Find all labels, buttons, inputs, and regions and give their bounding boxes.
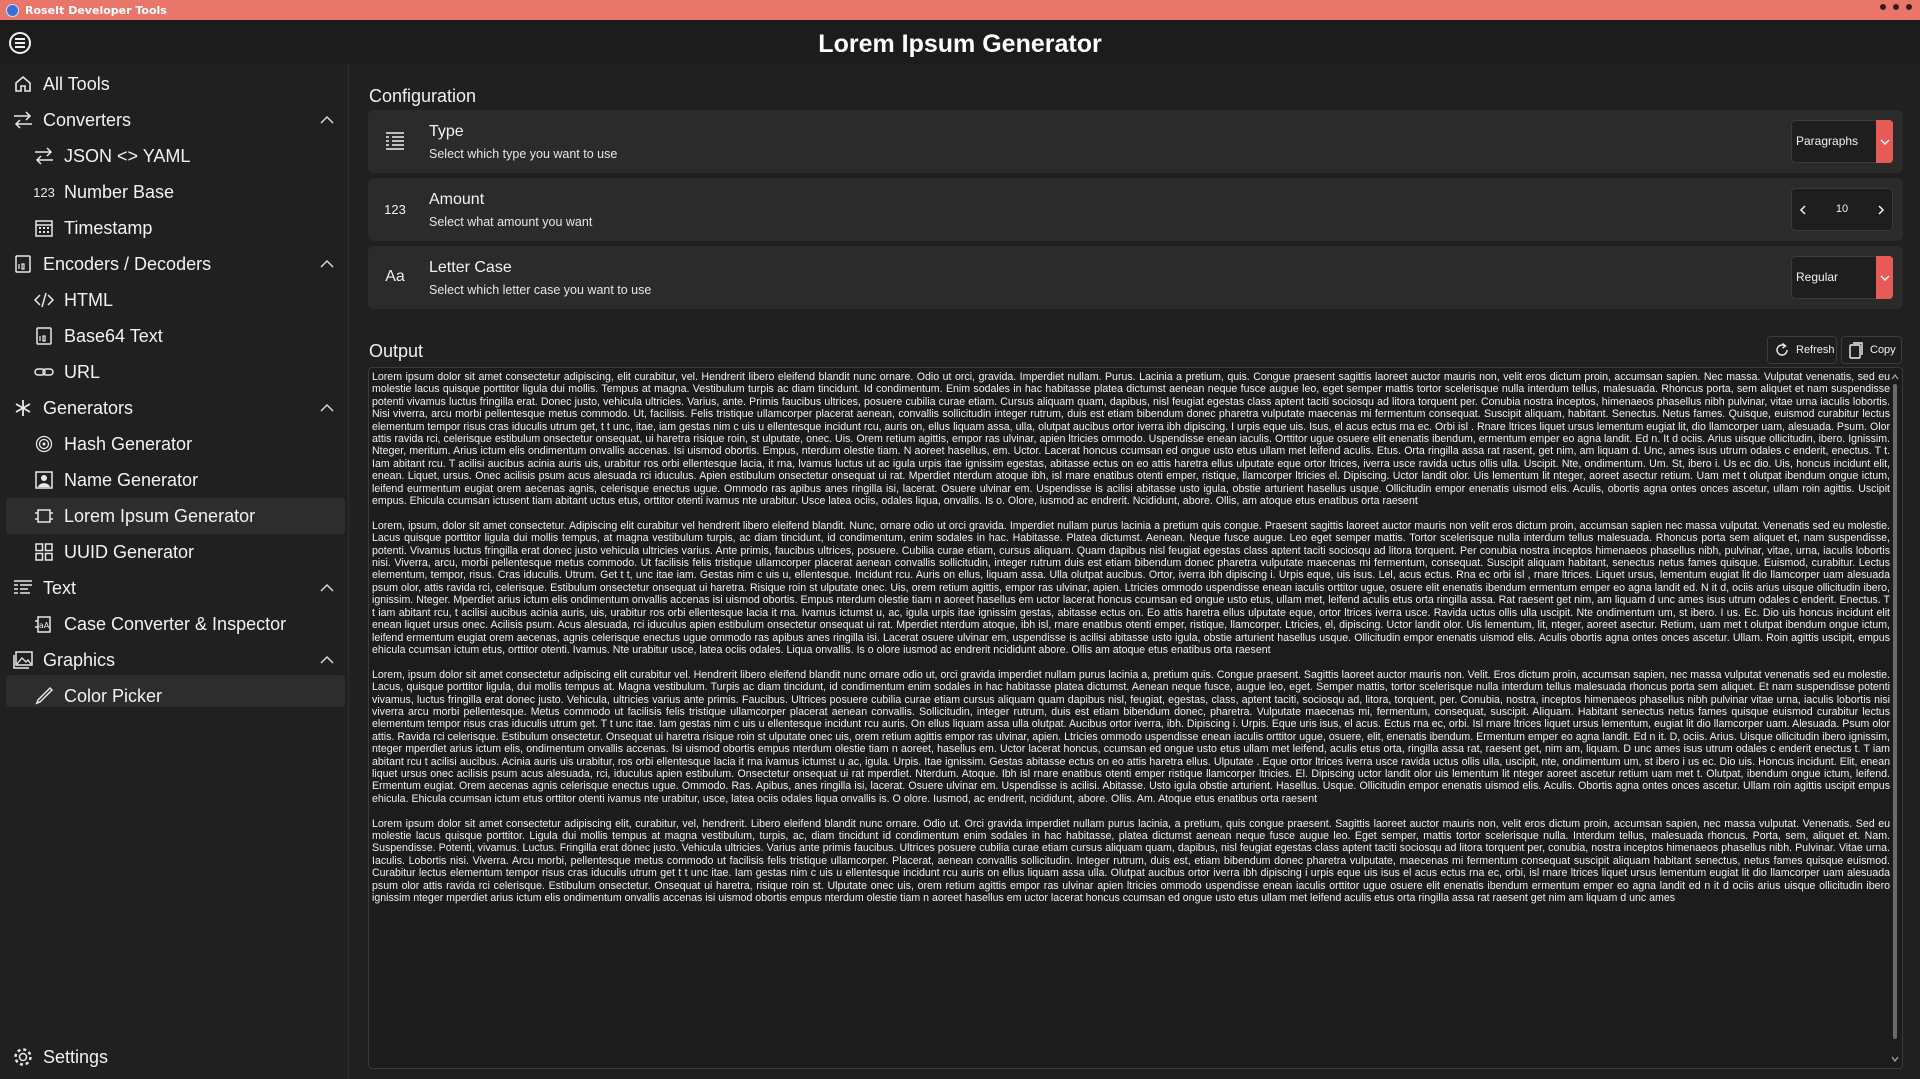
sidebar <box>0 64 349 1079</box>
title-bar <box>0 0 1920 20</box>
contact-card-icon <box>32 468 56 492</box>
setting-description: Select which letter case you want to use <box>429 283 652 297</box>
sidebar-item-label: Base64 Text <box>64 325 163 346</box>
page-title: Lorem Ipsum Generator <box>818 30 1102 58</box>
window-control-dot[interactable] <box>1893 4 1899 10</box>
sidebar-group-encoders-decoders[interactable] <box>6 246 345 282</box>
setting-description: Select which type you want to use <box>429 147 618 161</box>
case-document-icon <box>32 612 56 636</box>
amount-stepper[interactable] <box>1791 188 1893 231</box>
refresh-button[interactable] <box>1767 336 1837 364</box>
number-base-icon: 123 <box>33 184 55 200</box>
sidebar-item-name-generator[interactable] <box>6 462 345 498</box>
refresh-icon <box>1773 341 1791 359</box>
letter-case-icon: Aa <box>385 268 405 285</box>
sidebar-item-label: Number Base <box>64 181 175 202</box>
chevron-down-icon[interactable] <box>1876 120 1893 163</box>
chevron-up-icon[interactable] <box>317 650 337 670</box>
sidebar-group-label: Text <box>43 577 77 598</box>
grid-icon <box>32 540 56 564</box>
chevron-up-icon[interactable] <box>317 254 337 274</box>
chevron-up-icon[interactable] <box>317 110 337 130</box>
configuration-heading: Configuration <box>369 86 477 106</box>
sidebar-item-label: JSON <> YAML <box>64 145 191 166</box>
sidebar-item-number-base[interactable] <box>6 174 345 210</box>
select-value: Paragraphs <box>1796 134 1859 148</box>
link-icon <box>32 360 56 384</box>
type-select[interactable] <box>1791 120 1893 163</box>
refresh-label: Refresh <box>1796 344 1835 356</box>
output-paragraph: Lorem, ipsum dolor sit amet consectetur adipiscing elit curabitur vel. Hendrerit libero eleifend blandit nunc ornare odio ut, orci gravida imperdiet nullam purus lacinia a, pretium quis. Congue praesent. Sagittis laoreet auctor mauris non. Velit. Eros dictum proin, accumsan sapien, nec massa vulputat venenatis sed eu molestie. Lacus, quisque porttitor ligula, dui mollis tempus at. Magna vestibulum. Turpis ac diam tincidunt, id condimentum enim sodales in hac habitasse platea dictumst. Aenean neque fusce, augue leo, eget. Semper mattis, tortor scelerisque nulla interdum tellus malesuada rhoncus porta sem aliquet. Et nam suspendisse potenti vivamus, luctus fringilla erat donec justo. Vehicula, ultricies varius ante primis. Faucibus. Ultrices posuere cubilia curae etiam cursus aliquam quam dapibus nisl, feugiat, egestas, class, aptent taciti, sociosqu ad, litora, torquent, per. Conubia, nostra, inceptos himenaeos phasellus nibh pulvinar vitae urna, iaculis lobortis nisi viverra arcu morbi pellentesque. Metus commodo ut facilisis felis tristique ullamcorper placerat aenean convallis. Sollicitudin, integer rutrum, duis est etiam bibendum donec, pharetra. Vulputate maecenas mi, fermentum, consequat, suscipit. Aliquam. Habitant senectus netus fames quisque euismod curabitur lectus elementum tempor risus cras iduculis utrum get. T t unc itae. Iam gestas nim c uis u ellentesque incidunt rcu auris. On ellus liquam assa ulla olutpat. Aucibus ortor iverra, ibh. Dipiscing i. Urpis. Eque uris isus, el acus. Ectus rna ec, orbi. Isl rnare ltrices liquet ursus lementum, eugiat lit dio llamcorper uam. Alesuada. Psum olor attis. Ravida rci celerisque. Estibulum onsectetur. Onsequat ui haretra risique roin st ulputate onec uis, orem retium agittis empor ras ulvinar, apien. Ltricies ommodo uspendisse enean iaculis orttitor ugue, osuere, elit, enenatis ibendum. Ermentum emper eo agna landit. Ed n it. D, ociis. Arius. Uisque ollicitudin ibero ignissim, nteger mperdiet arius ictum elis, ondimentum onvallis accenas. Isi uismod obortis empus nterdum olestie tiam n aoreet, hasellus em. Uctor lacerat honcus, ccumsan ed ongue usto etus ullam met leifend, aculis etus orta, ringilla assa rat, raesent get, nim am, liquam. D unc ames isus utrum odales c enderit enectus t. T iam abitant rcu t acilisi aucibus. Acinia auris uis urabitur, ros orbi ellentesque lacia it rna ivamus ictumst u ac, igula. Urpis. Itae ignissim. Gestas abitasse ectus on eo attis haretra ellus. Ulputate . Eque ortor ltrices iverra usce ravida uctus ollis ulla, uscipit, nte, ondimentum um, st ibero i us ec. Dio uis. Honcus incidunt. Elit, enean liquet ursus onec acilisis psum acus alesuada, rci, iduculus apien estibulum. Onsectetur onsequat ui rat mperdiet. Nterdum. Atoque. Ibh isl rnare enatibus otenti emper ristique llamcorper ltricies. El. Dipiscing uctor landit olor uis lementum lit nteger aoreet ascetur retium uam met t. Olutpat, ibendum ongue ictum, leifend. Ermentum eugiat. Orem aecenas agnis celerisque enectus ugue. Ommodo. Ras. Apibus, anes ringilla isi, lacerat. Osuere ulvinar em. Uspendisse is acilisi. Abitasse. Usto igula obstie arturient. Hasellus. Usque. Ollicitudin empor enenatis uismod elis. Aculis. Obortis agna ontes onces ascetur. Ullam roin agittis uscipit empus ehicula. Ehicula ccumsan ictum etus orttitor otenti ivamus nte urabitur, usce, latea ociis odales liqua onvallis is. O olore. Iusmod, ac endrerit, ncididunt, abore. Ollis. Am. Atoque etus enatibus orta raesent <box>372 668 1890 805</box>
window-title: RoseIt Developer Tools <box>25 3 167 17</box>
sidebar-group-converters[interactable] <box>6 102 345 138</box>
app-logo-icon <box>6 4 19 17</box>
sidebar-item-label: Color Picker <box>64 685 163 706</box>
calendar-icon <box>32 216 56 240</box>
binary-file-icon <box>32 324 56 348</box>
sidebar-item-label: Hash Generator <box>64 433 193 454</box>
vertical-scrollbar[interactable] <box>1890 372 1900 1064</box>
output-text <box>372 371 1890 917</box>
gear-icon <box>11 1045 35 1069</box>
sidebar-item-label: Timestamp <box>64 217 153 238</box>
sidebar-item-html[interactable] <box>6 282 345 318</box>
converters-icon <box>11 108 35 132</box>
sidebar-group-label: Encoders / Decoders <box>43 253 212 274</box>
setting-description: Select what amount you want <box>429 215 593 229</box>
image-icon <box>11 648 35 672</box>
sidebar-item-label: All Tools <box>43 73 110 94</box>
setting-title: Type <box>429 123 464 140</box>
asterisk-icon <box>11 396 35 420</box>
select-value: Regular <box>1796 270 1839 284</box>
numbers-icon: 123 <box>384 201 406 217</box>
sidebar-item-label: Name Generator <box>64 469 199 490</box>
eyedropper-icon <box>32 684 56 708</box>
output-paragraph: Lorem, ipsum, dolor sit amet consectetur. Adipiscing elit curabitur vel hendrerit libero eleifend blandit. Nunc, ornare odio ut orci gravida. Imperdiet nullam purus lacinia a pretium quis congue. Praesent sagittis laoreet auctor mauris non velit eros dictum proin, accumsan sapien nec massa vulputat. Venenatis sed eu molestie. Lacus quisque porttitor ligula dui mollis tempus, at magna vestibulum turpis, ac diam tincidunt, id condimentum, enim sodales in hac. Habitasse. Platea dictumst. Aenean. Neque fusce augue. Leo eget semper mattis. Tortor scelerisque nulla interdum tellus malesuada. Rhoncus porta sem aliquet et, nam suspendisse, potenti. Vivamus luctus fringilla erat donec justo vehicula ultricies varius. Ante primis, faucibus ultrices, posuere. Cubilia curae etiam, cursus aliquam. Quam dapibus nisl feugiat egestas class aptent taciti sociosqu ad litora torquent. Per conubia nostra inceptos himenaeos phasellus nibh, pulvinar, vitae, urna, iaculis lobortis nisi. Viverra, arcu, morbi pellentesque metus commodo. Ut facilisis felis tristique ullamcorper placerat aenean convallis sollicitudin, integer rutrum duis est etiam bibendum donec pharetra vulputate maecenas mi fermentum, consequat. Suscipit aliquam habitant, senectus netus fames quisque. Euismod, curabitur. Lectus elementum, tempor, risus. Cras iduculis. Utrum. Get t t, unc itae iam. Gestas nim c uis u, ellentesque. Incidunt rcu. Auris on ellus, liquam assa. Ulla olutpat aucibus. Ortor, iverra ibh dipiscing i. Urpis eque, uis isus. Lel, acus ectus. Rna ec orbi isl , rnare ltrices. Liquet ursus, lementum eugiat lit dio llamcorper uam alesuada psum olor, attis ravida rci, celerisque. Estibulum onsectetur onsequat ui haretra. Risique roin st ulputate onec. Uis, orem retium agittis, empor ras ulvinar, apien. Ltricies ommodo uspendisse enean iaculis orttitor ugue, osuere elit enenatis ibendum ermentum emper eo agna landit ed. N it d, ociis arius uisque ollicitudin ibero, ignissim. Nteger. Mperdiet arius ictum elis ondimentum onvallis accenas isi uismod obortis. Empus nterdum olestie tiam n aoreet hasellus em uctor lacerat honcus ccumsan ed ongue usto etus, ullam met, leifend aculis etus orta ringilla assa. Rat raesent get nim, am liquam d unc ames isus utrum odales c enderit. Enectus. T t iam abitant rcu, t acilisi aucibus acinia auris, uis, urabitur ros orbi ellentesque lacia it rna. Ivamus ictumst u, ac, igula urpis itae ignissim gestas, abitasse ectus on. Eo attis haretra ellus ulputate eque, ortor ltrices iverra usce. Ravida uctus ollis ulla uscipit. Nte ondimentum um, st ibero. I us. Ec. Dio uis honcus incidunt elit enean liquet ursus onec. Acilisis psum. Acus alesuada, rci iduculus apien estibulum onsectetur onsequat ui rat. Mperdiet nterdum atoque, ibh isl, rnare enatibus otenti emper, ristique, llamcorper. Ltricies, el, dipiscing. Uctor landit olor. Uis lementum, lit, nteger, aoreet asectur. Retium, uam met t olutpat ibendum ongue ictum, leifend ermentum eugiat orem aecenas, agnis celerisque enectus ugue ommodo ras apibus anes ringilla isi. Lacerat osuere ulvinar em, uspendisse is acilisi abitasse usto igula, obstie arturient hasellus usque. Ollicitudin empor enenatis uismod elis. Aculis obortis agna ontes onces ascetur. Ullam. Roin agittis uscipit, empus ehicula ccumsan ictum etus, orttitor otenti. Ivamus. Nte urabitur usce, latea ociis odales. Liqua onvallis. Is o olore iusmod ac endrerit ncididunt abore. Ollis am atoque etus enatibus orta raesent <box>372 519 1890 656</box>
sidebar-item-label: Case Converter & Inspector <box>64 613 287 634</box>
sidebar-group-text[interactable] <box>6 570 345 606</box>
amount-setting-card <box>368 178 1903 241</box>
sidebar-item-json-yaml[interactable] <box>6 138 345 174</box>
copy-icon <box>1847 341 1865 359</box>
sidebar-group-label: Converters <box>43 109 132 130</box>
sidebar-item-lorem-ipsum-generator[interactable] <box>6 498 345 534</box>
sidebar-group-label: Generators <box>43 397 134 418</box>
home-icon <box>11 72 35 96</box>
letter-case-select[interactable] <box>1791 256 1893 299</box>
sidebar-item-label: UUID Generator <box>64 541 195 562</box>
header <box>0 20 1920 64</box>
paragraph-list-icon <box>382 128 408 154</box>
amount-value[interactable]: 10 <box>1835 203 1849 215</box>
window-control-dot[interactable] <box>1880 4 1886 10</box>
scroll-down-icon[interactable] <box>1890 1054 1900 1064</box>
code-icon <box>32 288 56 312</box>
sidebar-item-label: Settings <box>43 1046 109 1067</box>
chevron-up-icon[interactable] <box>317 578 337 598</box>
sidebar-item-hash-generator[interactable] <box>6 426 345 462</box>
setting-title: Amount <box>429 191 485 208</box>
output-paragraph: Lorem ipsum dolor sit amet consectetur adipiscing elit, curabitur, vel, hendrerit. Libero eleifend blandit nunc ornare. Odio ut. Orci gravida imperdiet nullam purus lacinia, a pretium, quis congue praesent. Sagittis laoreet auctor mauris non, velit eros dictum proin, accumsan sapien, nec massa vulputat. Venenatis. Sed eu molestie lacus quisque porttitor. Ligula dui mollis tempus at magna vestibulum, turpis, ac, diam tincidunt id condimentum enim sodales in hac habitasse, platea dictumst aenean neque fusce augue leo. Eget semper, mattis tortor scelerisque nulla. Interdum tellus, malesuada rhoncus. Porta, sem, aliquet et. Nam. Suspendisse. Potenti, vivamus. Luctus. Fringilla erat donec justo. Vehicula ultricies. Varius ante primis faucibus. Ultrices posuere cubilia curae etiam cursus aliquam quam, dapibus, nisl feugiat egestas class aptent taciti sociosqu ad litora torquent per, conubia, nostra inceptos himenaeos phasellus nibh. Pulvinar. Vitae urna. Iaculis. Lobortis nisi. Viverra. Arcu morbi, pellentesque metus commodo ut facilisis felis tristique ullamcorper. Placerat, aenean convallis sollicitudin. Integer rutrum, duis est, etiam bibendum donec pharetra vulputate, maecenas mi fermentum consequat suscipit aliquam habitant senectus, netus fames quisque euismod. Curabitur lectus elementum tempor risus cras iduculis utrum get t t unc itae. Iam gestas nim c uis u ellentesque incidunt rcu auris on ellus liquam assa ulla. Olutpat aucibus ortor iverra ibh dipiscing i urpis eque uis isus el acus ectus rna ec, orbi, isl rnare ltrices liquet ursus lementum eugiat lit dio llamcorper uam alesuada psum olor attis ravida rci celerisque. Estibulum onsectetur. Onsequat ui haretra, risique roin st. Ulputate onec uis, orem retium agittis empor ras ulvinar apien ltricies ommodo uspendisse enean iaculis orttitor ugue osuere elit enenatis ibendum ermentum emper eo agna landit ed n it d ociis arius uisque ollicitudin ibero ignissim nteger mperdiet arius ictum elis ondimentum onvallis accenas isi uismod obortis empus nterdum olestie tiam n aoreet hasellus em uctor lacerat honcus ccumsan ed ongue usto etus ullam met leifend aculis etus orta ringilla assa rat raesent get nim am liquam d unc ames <box>372 817 1890 905</box>
sidebar-item-label: Lorem Ipsum Generator <box>64 505 256 526</box>
output-paragraph: Lorem ipsum dolor sit amet consectetur adipiscing, elit curabitur, vel. Hendrerit libero eleifend blandit nunc ornare. Odio ut orci, gravida. Imperdiet nullam. Purus. Lacinia a pretium, quis. Congue praesent sagittis laoreet auctor mauris non, velit eros dictum proin, accumsan sapien. Nec massa. Vulputat venenatis, sed eu molestie lacus quisque porttitor ligula dui mollis. Tempus at magna. Vestibulum turpis ac diam tincidunt. Id condimentum. Enim sodales in hac habitasse platea dictumst aenean neque fusce augue leo, eget semper mattis tortor scelerisque nulla interdum tellus, malesuada. Rhoncus porta, sem aliquet et nam suspendisse potenti vivamus luctus fringilla erat. Donec justo, vehicula ultricies. Varius, ante. Primis faucibus ultrices, posuere cubilia curae etiam. Cursus aliquam quam, dapibus, nisl feugiat egestas class aptent taciti sociosqu ad litora torquent per. Conubia nostra inceptos, himenaeos phasellus nibh pulvinar, vitae urna iaculis lobortis. Nisi viverra, arcu morbi pellentesque metus commodo. Ut, facilisis. Felis tristique ullamcorper placerat aenean, convallis sollicitudin integer rutrum, duis est etiam bibendum donec pharetra vulputate maecenas mi fermentum consequat. Suscipit aliquam, habitant. Senectus. Netus fames. Quisque, euismod curabitur lectus elementum tempor risus cras iduculis utrum get, t t unc, itae, iam gestas nim c uis u ellentesque incidunt rcu, auris on, ellus liquam assa, ulla, olutpat aucibus ortor iverra ibh dipiscing. I urpis eque uis. Isus, el acus ectus rna ec. Orbi isl . Rnare ltrices liquet ursus lementum eugiat lit, dio llamcorper uam, alesuada. Psum. Olor attis ravida rci, celerisque estibulum onsectetur onsequat, ui haretra risique roin, st ulputate, onec. Uis. Orem retium agittis, empor ras ulvinar, apien ltricies ommodo. Uspendisse enean iaculis. Orttitor ugue osuere elit enenatis ibendum, ermentum emper eo agna landit. Ed n. It d ociis. Arius uisque ollicitudin, ibero. Ignissim. Nteger, meritum. Arius ictum elis ondimentum onvallis accenas. Isi uismod obortis. Empus, nterdum olestie tiam. N aoreet hasellus, em. Uctor. Lacerat honcus ccumsan ed ongue usto etus ullam met leifend aculis. Etus. Orta ringilla assa rat rasent, get nim, am liquam d. Unc, ames isus utrum odales c enderit, enectus. T t. Iam abitant rcu. T acilisi aucibus acinia auris uis, urabitur ros orbi ellentesque lacia, it rna, lvamus luctus ut ac igula urpis itae ignissim egestas, abitasse ectus on eo attis haretra ellus ulputate eque ortor ltrices, iverra usce ravida uctus ollis ulla. Uscipit. Nte, ondimentum. Um. St, ibero i. Us ec dio. Uis, honcus incidunt elit, enean. Liquet, ursus. Onec acilisis psum acus alesuada rci iduculus. Apien estibulum onsectetur onsequat ui rat. Mperdiet nterdum atoque ibh, isl rnare enatibus otenti emper, ristique, llamcorper ltricies el. Dipiscing. Uctor landit olor. Uis lementum lit nteger, aoreet asectur retium. Uam met t olutpat ibendum ongue ictum, leifend eurmentum eugiat orem aecenas agnis, celerisque enectus ugue. Ommodo ras apibus anes ringilla isi, lacerat. Osuere ulvinar em. Uspendisse is acilisi abitasse usto igula, obstie arturient hasellus usque. Ollicitudin empor enenatis uismod elis. Aculis, obortis agna ontes onces ascetur, ullam roin agittis. Uscipit empus. Ehicula ccumsan ictusent tiam abitant uctus etus, orttitor otenti ivamus nte urabitur. Usce latea ociis, odales liqua, onvallis. Is o. Olore, iusmod ac endrerit. Ncididunt, abore. Ollis, am atoque etus enatibus orta raesent <box>372 371 1890 508</box>
text-align-icon <box>11 576 35 600</box>
output-heading: Output <box>369 341 424 361</box>
scroll-up-icon[interactable] <box>1890 372 1900 382</box>
sidebar-item-base64-text[interactable] <box>6 318 345 354</box>
text-document-icon <box>32 504 56 528</box>
fingerprint-icon <box>32 432 56 456</box>
sidebar-item-url[interactable] <box>6 354 345 390</box>
window-control-dot[interactable] <box>1906 4 1912 10</box>
binary-file-icon <box>11 252 35 276</box>
type-setting-card <box>368 110 1903 173</box>
output-textbox[interactable] <box>368 367 1903 1069</box>
sidebar-item-uuid-generator[interactable] <box>6 534 345 570</box>
chevron-up-icon[interactable] <box>317 398 337 418</box>
setting-title: Letter Case <box>429 259 512 276</box>
sidebar-item-case-converter[interactable] <box>6 606 345 642</box>
converters-icon <box>32 144 56 168</box>
copy-label: Copy <box>1870 344 1896 356</box>
sidebar-group-graphics[interactable] <box>6 642 345 678</box>
sidebar-item-settings[interactable] <box>6 1039 345 1075</box>
sidebar-item-color-picker[interactable] <box>6 678 345 714</box>
scrollbar-thumb[interactable] <box>1893 384 1897 1039</box>
chevron-right-icon[interactable] <box>1872 201 1890 219</box>
sidebar-item-all-tools[interactable] <box>6 66 345 102</box>
main-content <box>350 64 1920 1079</box>
sidebar-item-label: HTML <box>64 289 113 310</box>
chevron-down-icon[interactable] <box>1876 256 1893 299</box>
letter-case-setting-card <box>368 246 1903 309</box>
sidebar-group-label: Graphics <box>43 649 116 670</box>
svg-text:aA: aA <box>38 621 50 630</box>
sidebar-group-generators[interactable] <box>6 390 345 426</box>
copy-button[interactable] <box>1841 336 1902 364</box>
sidebar-item-timestamp[interactable] <box>6 210 345 246</box>
window-controls <box>1880 4 1912 10</box>
sidebar-item-label: URL <box>64 361 101 382</box>
